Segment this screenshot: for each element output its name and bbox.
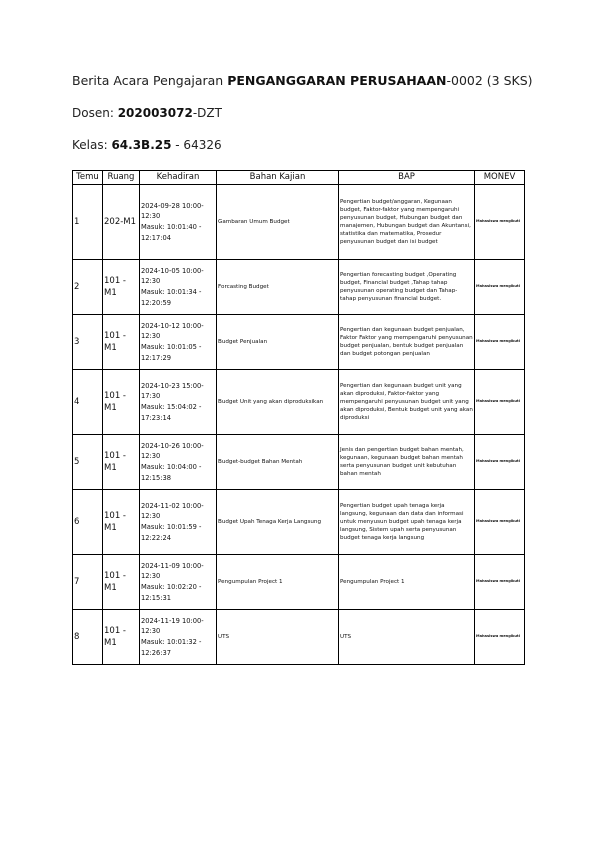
check-in-time: Masuk: 15:04:02 - 17:23:14 xyxy=(141,403,202,422)
col-header-ruang: Ruang xyxy=(103,171,140,185)
cell-monev: Mahasiswa mengikuti xyxy=(475,185,525,260)
cell-monev: Mahasiswa mengikuti xyxy=(475,260,525,315)
col-header-temu: Temu xyxy=(73,171,103,185)
table-row xyxy=(73,260,525,315)
cell-bap: Pengertian budget/anggaran, Kegunaan budget, Faktor-faktor yang mempengaruhi penyusunan budget, Hubungan budget dan manajemen, Hubungan budget dan Akuntansi, statistika dan matematika, Prosedur penyusunan budget dan isi budget xyxy=(339,185,475,260)
table-row xyxy=(73,370,525,435)
schedule-time: 2024-11-09 10:00-12:30 xyxy=(141,561,204,581)
course-name: PENGANGGARAN PERUSAHAAN xyxy=(227,73,447,88)
table-row xyxy=(73,315,525,370)
cell-kehadiran xyxy=(140,370,217,435)
cell-monev: Mahasiswa mengikuti xyxy=(475,370,525,435)
check-in-time: Masuk: 10:04:00 - 12:15:38 xyxy=(141,463,202,482)
table-header-row xyxy=(73,171,525,185)
cell-bahan-kajian: Budget Unit yang akan diproduksikan xyxy=(217,370,339,435)
cell-kehadiran xyxy=(140,185,217,260)
cell-temu: 4 xyxy=(73,370,103,435)
lecturer-id: 202003072 xyxy=(117,106,193,120)
cell-kehadiran xyxy=(140,490,217,555)
check-in-time: Masuk: 10:01:34 - 12:20:59 xyxy=(141,288,202,307)
class-label: Kelas: xyxy=(72,138,112,152)
table-row xyxy=(73,490,525,555)
check-in-time: Masuk: 10:01:59 - 12:22:24 xyxy=(141,523,202,542)
title-prefix: Berita Acara Pengajaran xyxy=(72,73,228,88)
cell-ruang: 101 - M1 xyxy=(103,260,140,315)
cell-monev: Mahasiswa mengikuti xyxy=(475,555,525,610)
schedule-time: 2024-10-23 15:00-17:30 xyxy=(141,381,204,401)
cell-bap: Pengumpulan Project 1 xyxy=(339,555,475,610)
table-row xyxy=(73,555,525,610)
col-header-bap: BAP xyxy=(339,171,475,185)
attendance-table xyxy=(72,170,525,665)
document-title xyxy=(72,73,533,88)
cell-ruang: 101 - M1 xyxy=(103,610,140,665)
cell-bahan-kajian: Budget Penjualan xyxy=(217,315,339,370)
lecturer-line xyxy=(72,106,222,120)
cell-temu: 7 xyxy=(73,555,103,610)
cell-bap: Pengertian dan kegunaan budget penjualan, Faktor Faktor yang mempengaruhi penyusunan budget penjualan, bentuk budget penjualan dan budget potongan penjualan xyxy=(339,315,475,370)
cell-monev: Mahasiswa mengikuti xyxy=(475,490,525,555)
class-id: 64.3B.25 xyxy=(111,138,172,152)
schedule-time: 2024-09-28 10:00-12:30 xyxy=(141,201,204,221)
cell-monev: Mahasiswa mengikuti xyxy=(475,435,525,490)
col-header-kehadiran: Kehadiran xyxy=(140,171,217,185)
cell-ruang: 101 - M1 xyxy=(103,555,140,610)
table-row xyxy=(73,185,525,260)
cell-bahan-kajian: UTS xyxy=(217,610,339,665)
check-in-time: Masuk: 10:01:05 - 12:17:29 xyxy=(141,343,202,362)
cell-bap: Pengertian dan kegunaan budget unit yang akan diproduksi, Faktor-faktor yang mempengaruhi penyusunan budget unit yang akan diproduksi, Bentuk budget unit yang akan diproduksi xyxy=(339,370,475,435)
check-in-time: Masuk: 10:01:32 - 12:26:37 xyxy=(141,638,202,657)
cell-monev: Mahasiswa mengikuti xyxy=(475,315,525,370)
schedule-time: 2024-11-02 10:00-12:30 xyxy=(141,501,204,521)
schedule-time: 2024-11-19 10:00-12:30 xyxy=(141,616,204,636)
schedule-time: 2024-10-12 10:00-12:30 xyxy=(141,321,204,341)
cell-ruang: 202-M1 xyxy=(103,185,140,260)
cell-kehadiran xyxy=(140,610,217,665)
cell-kehadiran xyxy=(140,555,217,610)
cell-temu: 1 xyxy=(73,185,103,260)
cell-temu: 3 xyxy=(73,315,103,370)
cell-ruang: 101 - M1 xyxy=(103,435,140,490)
check-in-time: Masuk: 10:02:20 - 12:15:31 xyxy=(141,583,202,602)
cell-bap: Jenis dan pengertian budget bahan mentah, kegunaan, kegunaan budget bahan mentah serta penyusunan budget unit kebutuhan bahan mentah xyxy=(339,435,475,490)
cell-kehadiran xyxy=(140,315,217,370)
cell-ruang: 101 - M1 xyxy=(103,490,140,555)
cell-ruang: 101 - M1 xyxy=(103,315,140,370)
cell-bahan-kajian: Budget-budget Bahan Mentah xyxy=(217,435,339,490)
cell-kehadiran xyxy=(140,435,217,490)
schedule-time: 2024-10-26 10:00-12:30 xyxy=(141,441,204,461)
cell-bahan-kajian: Gambaran Umum Budget xyxy=(217,185,339,260)
cell-ruang: 101 - M1 xyxy=(103,370,140,435)
col-header-monev: MONEV xyxy=(475,171,525,185)
cell-temu: 2 xyxy=(73,260,103,315)
cell-bahan-kajian: Forcasting Budget xyxy=(217,260,339,315)
lecturer-code: -DZT xyxy=(192,106,222,120)
cell-temu: 5 xyxy=(73,435,103,490)
cell-bap: UTS xyxy=(339,610,475,665)
cell-bap: Pengertian budget upah tenaga kerja langsung, kegunaan dan data dan informasi untuk menyusun budget upah tenaga kerja langsung, Sistem upah serta penyusunan budget tenaga kerja langsung xyxy=(339,490,475,555)
lecturer-label: Dosen: xyxy=(72,106,118,120)
cell-monev: Mahasiswa mengikuti xyxy=(475,610,525,665)
schedule-time: 2024-10-05 10:00-12:30 xyxy=(141,266,204,286)
cell-temu: 8 xyxy=(73,610,103,665)
cell-kehadiran xyxy=(140,260,217,315)
cell-bahan-kajian: Budget Upah Tenaga Kerja Langsung xyxy=(217,490,339,555)
class-line xyxy=(72,138,222,152)
course-code: -0002 (3 SKS) xyxy=(446,73,533,88)
table-row xyxy=(73,610,525,665)
col-header-bahan-kajian: Bahan Kajian xyxy=(217,171,339,185)
check-in-time: Masuk: 10:01:40 - 12:17:04 xyxy=(141,223,202,242)
cell-temu: 6 xyxy=(73,490,103,555)
class-code: - 64326 xyxy=(171,138,222,152)
cell-bap: Pengertian forecasting budget ,Operating budget, Financial budget ,Tahap tahap penyusunan operating budget dan Tahap-tahap penyusunan financial budget. xyxy=(339,260,475,315)
cell-bahan-kajian: Pengumpulan Project 1 xyxy=(217,555,339,610)
table-row xyxy=(73,435,525,490)
